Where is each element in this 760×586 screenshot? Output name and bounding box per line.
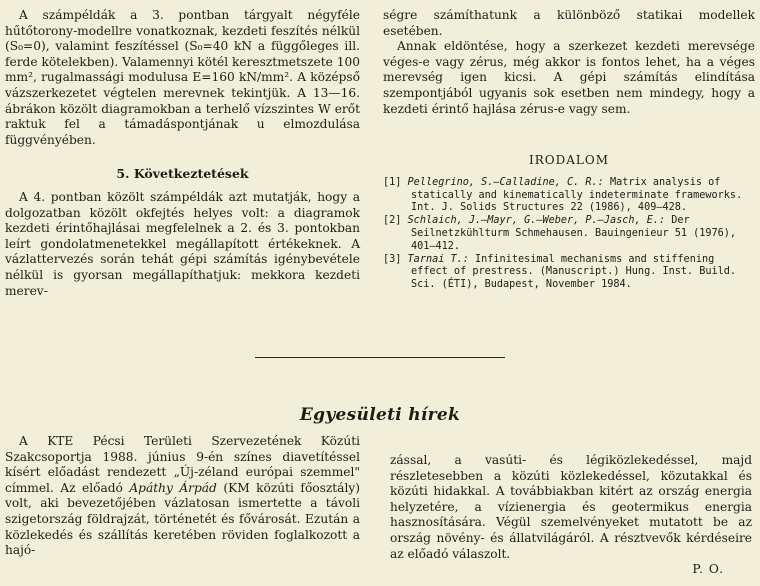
references-list [383,177,755,292]
conclusions-paragraph: A 4. pontban közölt számpéldák azt mutatják, hogy a dolgozatban közölt okfejtés helyes volt: a diagramok kezdeti érintőhajlásai megfelelnek a 2. és 3. pontokban leírt gondolatmenetekkel megállapított értékeknek. A vázlattervezés során tehát gépi számítás igénybevétele nélkül is gyorsan megállapíthatjuk: mekkora kezdeti merev- [5,189,360,298]
news-paragraph-continued: zással, a vasúti- és légiközlekedéssel, majd részletesebben a közúti közlekedéssel, közutakkal és közúti hidakkal. A továbbiakban kitért az ország energia helyzetére, a vízienergia és geotermikus energia hasznosítására. Végül szemelvényeket mutatott be az ország növény- és állatvilágáról. A résztvevők kérdéseire az előadó válaszolt. [390,453,752,561]
left-column [5,8,360,299]
reference-item: [3] Tarnai T.: Infinitesimal mechanisms and stiffening effect of prestress. (Manuscript.) Hung. Inst. Build. Sci. (ÉTI), Budapest, November 1984. [383,253,737,291]
stiffness-paragraph: Annak eldöntése, hogy a szerkezet kezdeti merevsége véges-e vagy zérus, még akkor is fontos lehet, ha a véges merevség igen kicsi. A gépi számítás elindítása szempontjából ugyanis sok esetben nem mindegy, hogy a kezdeti érintő hajlása zérus-e vagy sem. [383,39,755,116]
news-paragraph: A KTE Pécsi Területi Szervezetének Közúti Szakcsoportja 1988. június 9-én színes diavetítéssel kísért előadást rendezett „Új-zéland európai szemmel" címmel. Az előadó Apáthy Árpád (KM közúti főosztály) volt, aki bevezetőjében vázlatosan ismertette a távoli szigetország földrajzát, történetét és fővárosát. Ezután a közlekedés és szállítás keretében röviden foglalkozott a hajó- [5,434,360,558]
examples-paragraph: A számpéldák a 3. pontban tárgyalt négyféle hűtőtorony-modellre vonatkoznak, kezdeti feszítés nélkül (S₀=0), valamint feszítéssel (S₀=40 kN a függőleges ill. ferde kötelekben). Valamennyi kötél keresztmetszete 100 mm², rugalmassági modulusa E=160 kN/mm². A középső vázszerkezetet végtelen merevnek tekintjük. A 13—16. ábrákon közölt diagramokban a terhelő vízszintes W erőt raktuk fel a támadáspontjának u elmozdulása függvényében. [5,8,360,147]
right-column [383,8,755,292]
news-title: Egyesületi hírek [299,405,461,425]
presenter-name: Apáthy Árpád [129,480,217,495]
news-left-column [5,434,360,559]
reference-item: [1] Pellegrino, S.—Calladine, C. R.: Matrix analysis of statically and kinematically indeterminate frameworks. Int. J. Solids Structures 22 (1986), 409—428. [383,176,743,214]
section-heading: 5. Következtetések [116,166,249,182]
signature: P. O. [692,562,724,577]
continuation-paragraph: ségre számíthatunk a különböző statikai modellek esetében. [383,8,755,38]
reference-item: [2] Schlaich, J.—Mayr, G.—Weber, P.—Jasch, E.: Der Seilnetzkühlturm Schmehausen. Bauingenieur 51 (1976), 401—412. [383,215,737,252]
references-heading: IRODALOM [529,153,609,168]
section-divider [255,357,505,358]
news-right-column [390,453,752,578]
